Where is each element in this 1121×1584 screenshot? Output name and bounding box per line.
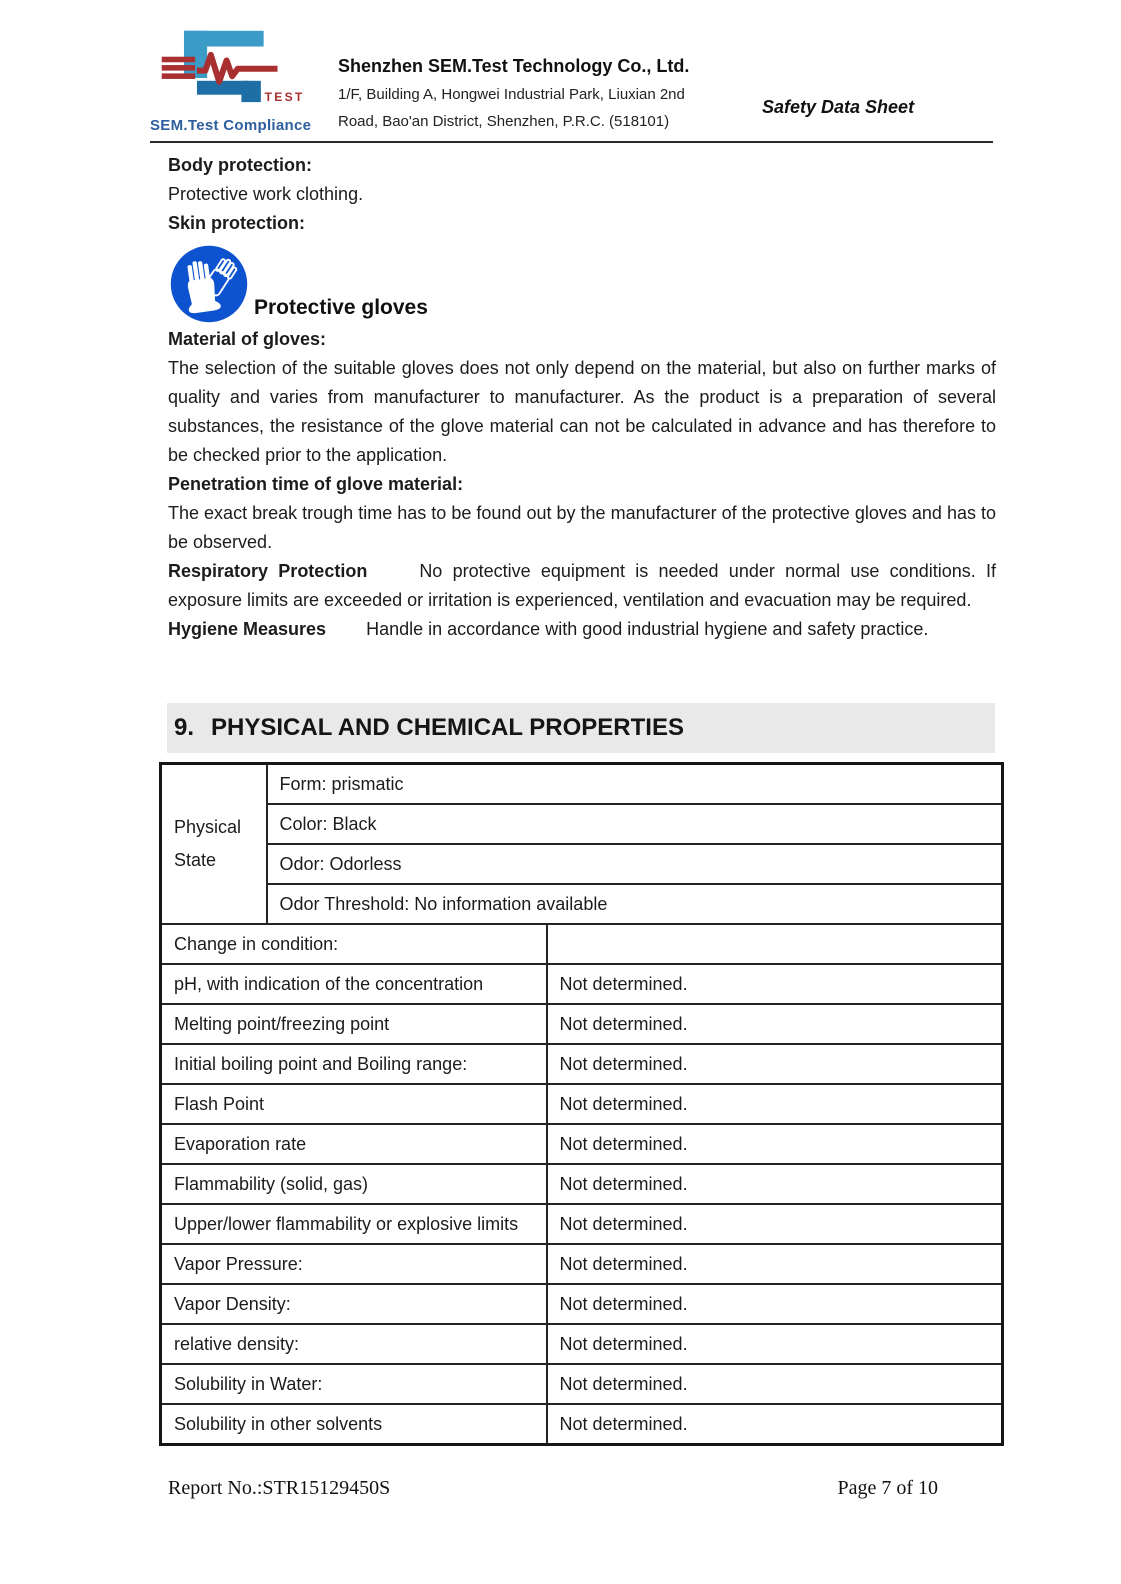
table-row — [161, 804, 1003, 844]
physical-state-odor-threshold: Odor Threshold: No information available — [267, 884, 1003, 924]
table-row — [161, 924, 1003, 964]
table-row — [161, 764, 1003, 805]
company-info — [338, 56, 738, 131]
table-row — [161, 964, 1003, 1004]
company-address-line1: 1/F, Building A, Hongwei Industrial Park, Liuxian 2nd — [338, 86, 685, 103]
protective-gloves-row — [170, 245, 996, 323]
property-label: Solubility in other solvents — [161, 1404, 547, 1445]
property-value — [547, 924, 1003, 964]
table-row — [161, 1204, 1003, 1244]
document-title: Safety Data Sheet — [762, 97, 915, 117]
table-row — [161, 844, 1003, 884]
report-number: Report No.:STR15129450S — [168, 1477, 391, 1499]
hygiene-measures-text: Handle in accordance with good industrial hygiene and safety practice. — [366, 619, 929, 639]
property-label: Change in condition: — [161, 924, 547, 964]
property-value: Not determined. — [547, 1284, 1003, 1324]
physical-state-label: Physical State — [161, 764, 267, 925]
header-divider — [150, 141, 993, 143]
table-row — [161, 884, 1003, 924]
penetration-time-label: Penetration time of glove material: — [168, 474, 464, 494]
material-of-gloves-text: The selection of the suitable gloves does not only depend on the material, but also on further marks of quality and varies from manufacturer to manufacturer. As the product is a preparation of several substances, the resistance of the glove material can not be calculated in advance and has therefore to be checked prior to the application. — [168, 358, 996, 465]
property-value: Not determined. — [547, 1204, 1003, 1244]
property-label: Flammability (solid, gas) — [161, 1164, 547, 1204]
property-label: Melting point/freezing point — [161, 1004, 547, 1044]
body-protection-text: Protective work clothing. — [168, 184, 364, 204]
table-row — [161, 1004, 1003, 1044]
table-row — [161, 1084, 1003, 1124]
property-value: Not determined. — [547, 964, 1003, 1004]
logo-test-label: TEST — [264, 90, 305, 105]
skin-protection-label: Skin protection: — [168, 213, 306, 233]
physical-state-odor: Odor: Odorless — [267, 844, 1003, 884]
table-row — [161, 1164, 1003, 1204]
property-value: Not determined. — [547, 1084, 1003, 1124]
property-value: Not determined. — [547, 1044, 1003, 1084]
property-value: Not determined. — [547, 1164, 1003, 1204]
property-label: relative density: — [161, 1324, 547, 1364]
respiratory-protection-text: No protective equipment is needed under normal use conditions. If exposure limits are exceeded or irritation is experienced, ventilation and evacuation may be required. — [168, 561, 997, 610]
section9-title: PHYSICAL AND CHEMICAL PROPERTIES — [211, 714, 684, 741]
company-name: Shenzhen SEM.Test Technology Co., Ltd. — [338, 56, 690, 76]
property-label: Vapor Pressure: — [161, 1244, 547, 1284]
property-value: Not determined. — [547, 1124, 1003, 1164]
table-row — [161, 1404, 1003, 1445]
property-value: Not determined. — [547, 1244, 1003, 1284]
protective-gloves-icon — [170, 245, 248, 323]
exposure-controls-section — [168, 151, 996, 644]
property-label: pH, with indication of the concentration — [161, 964, 547, 1004]
property-value: Not determined. — [547, 1324, 1003, 1364]
property-label: Initial boiling point and Boiling range: — [161, 1044, 547, 1084]
property-label: Evaporation rate — [161, 1124, 547, 1164]
section9-heading — [167, 703, 995, 753]
respiratory-protection — [168, 557, 996, 615]
property-value: Not determined. — [547, 1404, 1003, 1445]
property-value: Not determined. — [547, 1004, 1003, 1044]
page-number: Page 7 of 10 — [837, 1477, 938, 1499]
logo-tagline: SEM.Test Compliance — [150, 117, 312, 134]
property-label: Vapor Density: — [161, 1284, 547, 1324]
hygiene-measures-label: Hygiene Measures — [168, 619, 327, 639]
respiratory-protection-label: Respiratory Protection — [168, 561, 368, 581]
table-row — [161, 1044, 1003, 1084]
company-address-line2: Road, Bao'an District, Shenzhen, P.R.C. (518101) — [338, 113, 670, 130]
table-row — [161, 1244, 1003, 1284]
material-of-gloves-label: Material of gloves: — [168, 329, 327, 349]
glove-sign-caption: Protective gloves — [254, 296, 428, 319]
sem-test-logo-icon — [150, 28, 318, 116]
hygiene-measures — [168, 615, 996, 644]
property-label: Solubility in Water: — [161, 1364, 547, 1404]
table-row — [161, 1364, 1003, 1404]
table-row — [161, 1124, 1003, 1164]
table-row — [161, 1324, 1003, 1364]
property-value: Not determined. — [547, 1364, 1003, 1404]
section9-number: 9. — [174, 714, 195, 741]
page-footer — [168, 1477, 938, 1500]
company-logo — [150, 28, 330, 134]
property-label: Flash Point — [161, 1084, 547, 1124]
penetration-time-text: The exact break trough time has to be found out by the manufacturer of the protective gloves and has to be observed. — [168, 503, 996, 552]
physical-chemical-properties-table — [159, 762, 1004, 1446]
physical-state-color: Color: Black — [267, 804, 1003, 844]
body-protection-label: Body protection: — [168, 155, 312, 175]
table-row — [161, 1284, 1003, 1324]
physical-state-form: Form: prismatic — [267, 764, 1003, 805]
property-label: Upper/lower flammability or explosive limits — [161, 1204, 547, 1244]
